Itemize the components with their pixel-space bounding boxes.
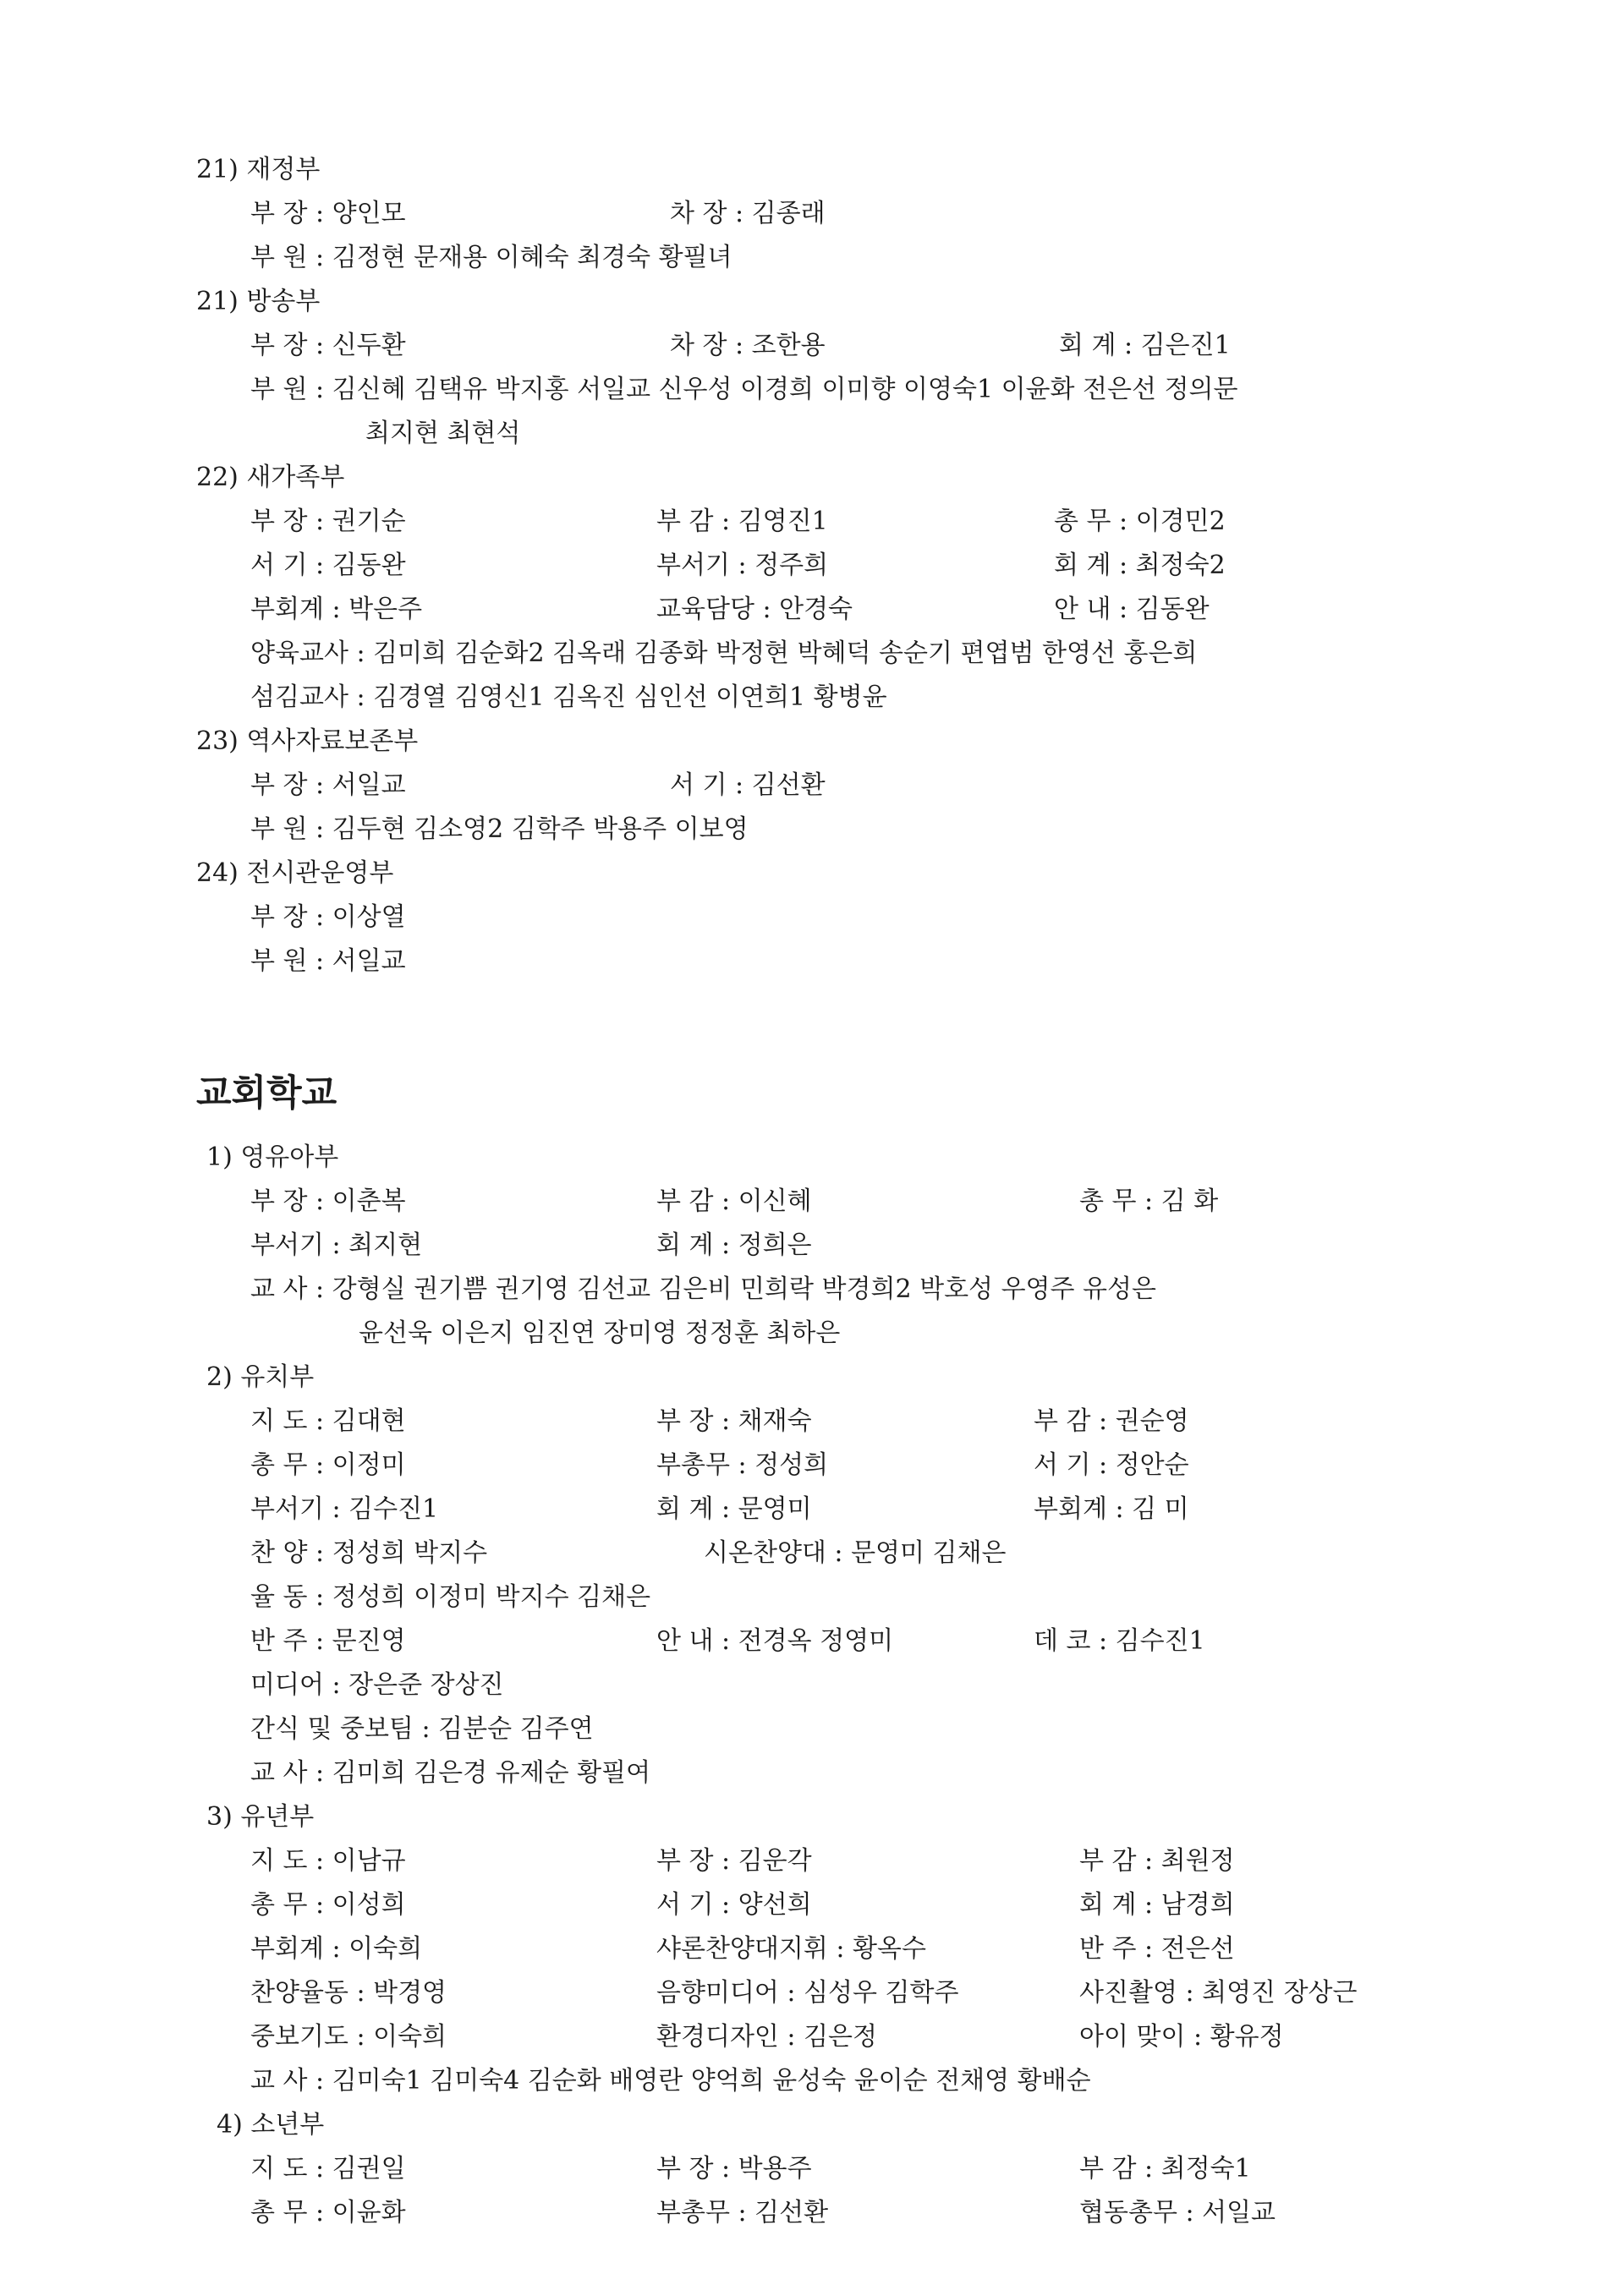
section-heading: 3) 유년부 — [206, 1802, 315, 1832]
entry: 회 계 : 최정숙2 — [1054, 551, 1226, 580]
entry: 교 사 : 김미희 김은경 유제순 황필여 — [250, 1758, 651, 1788]
entry: 부회계 : 박은주 — [250, 595, 423, 624]
entry: 부총무 : 김선환 — [656, 2198, 829, 2228]
entry: 부서기 : 김수진1 — [250, 1494, 439, 1524]
entry: 총 무 : 김 화 — [1079, 1186, 1219, 1216]
section-heading: 23) 역사자료보존부 — [196, 726, 419, 756]
entry: 부 감 : 최원정 — [1079, 1846, 1235, 1876]
entry: 아이 맞이 : 황유정 — [1079, 2022, 1284, 2052]
entry: 중보기도 : 이숙희 — [250, 2022, 447, 2052]
entry: 서 기 : 김동완 — [250, 551, 406, 580]
entry: 샤론찬양대지휘 : 황옥수 — [656, 1934, 926, 1964]
entry: 부 원 : 김두현 김소영2 김학주 박용주 이보영 — [250, 814, 749, 844]
entry: 부 원 : 김신혜 김택유 박지홍 서일교 신우성 이경희 이미향 이영숙1 이윤화 전은선 정의문 — [250, 375, 1238, 404]
entry: 회 계 : 김은진1 — [1059, 331, 1231, 360]
entry: 부 장 : 채재숙 — [656, 1406, 812, 1436]
entry: 부회계 : 이숙희 — [250, 1934, 423, 1964]
section-heading: 21) 방송부 — [196, 287, 321, 316]
entry: 부 감 : 최정숙1 — [1079, 2154, 1251, 2184]
entry: 안 내 : 전경옥 정영미 — [656, 1626, 894, 1656]
entry: 부 원 : 김정현 문재용 이혜숙 최경숙 황필녀 — [250, 243, 732, 272]
entry: 부 감 : 권순영 — [1034, 1406, 1189, 1436]
entry: 부 장 : 양인모 — [250, 199, 406, 228]
entry: 윤선욱 이은지 임진연 장미영 정정훈 최하은 — [359, 1318, 841, 1348]
entry: 지 도 : 이남규 — [250, 1846, 406, 1876]
entry: 부총무 : 정성희 — [656, 1450, 829, 1480]
entry: 부서기 : 최지현 — [250, 1230, 423, 1260]
entry: 서 기 : 김선환 — [670, 770, 826, 800]
entry: 총 무 : 이경민2 — [1054, 507, 1226, 536]
entry: 시온찬양대 : 문영미 김채은 — [704, 1538, 1007, 1568]
entry: 회 계 : 문영미 — [656, 1494, 812, 1524]
entry: 사진촬영 : 최영진 장상근 — [1079, 1978, 1358, 2008]
entry: 회 계 : 정희은 — [656, 1230, 812, 1260]
entry: 총 무 : 이윤화 — [250, 2198, 406, 2228]
entry: 협동총무 : 서일교 — [1079, 2198, 1276, 2228]
entry: 부 장 : 서일교 — [250, 770, 406, 800]
entry: 서 기 : 정안순 — [1034, 1450, 1189, 1480]
entry: 최지현 최현석 — [365, 419, 521, 448]
entry: 반 주 : 문진영 — [250, 1626, 406, 1656]
entry: 교 사 : 강형실 권기쁨 권기영 김선교 김은비 민희락 박경희2 박호성 우영주 유성은 — [250, 1274, 1156, 1304]
entry: 부 장 : 김운각 — [656, 1846, 812, 1876]
entry: 환경디자인 : 김은정 — [656, 2022, 878, 2052]
entry: 섬김교사 : 김경열 김영신1 김옥진 심인선 이연희1 황병윤 — [250, 682, 887, 712]
entry: 차 장 : 김종래 — [670, 199, 826, 228]
section-heading: 24) 전시관운영부 — [196, 858, 394, 888]
entry: 지 도 : 김권일 — [250, 2154, 406, 2184]
entry: 율 동 : 정성희 이정미 박지수 김채은 — [250, 1582, 651, 1612]
entry: 부 원 : 서일교 — [250, 946, 406, 976]
entry: 교육담당 : 안경숙 — [656, 595, 853, 624]
entry: 간식 및 중보팀 : 김분순 김주연 — [250, 1714, 594, 1744]
section-heading: 1) 영유아부 — [206, 1143, 339, 1172]
entry: 서 기 : 양선희 — [656, 1890, 812, 1920]
section-heading: 21) 재정부 — [196, 155, 321, 184]
entry: 안 내 : 김동완 — [1054, 595, 1210, 624]
entry: 부 감 : 김영진1 — [656, 507, 828, 536]
entry: 부서기 : 정주희 — [656, 551, 829, 580]
section-heading: 4) 소년부 — [217, 2110, 325, 2140]
entry: 차 장 : 조한용 — [670, 331, 826, 360]
entry: 지 도 : 김대현 — [250, 1406, 406, 1436]
section-heading: 2) 유치부 — [206, 1362, 315, 1392]
entry: 부 장 : 신두환 — [250, 331, 406, 360]
page-title: 교회학교 — [196, 1072, 337, 1115]
entry: 부 장 : 박용주 — [656, 2154, 812, 2184]
entry: 부 장 : 권기순 — [250, 507, 406, 536]
entry: 총 무 : 이정미 — [250, 1450, 406, 1480]
entry: 찬 양 : 정성희 박지수 — [250, 1538, 488, 1568]
entry: 부 장 : 이상열 — [250, 902, 406, 932]
section-heading: 22) 새가족부 — [196, 463, 345, 492]
entry: 회 계 : 남경희 — [1079, 1890, 1235, 1920]
entry: 양육교사 : 김미희 김순화2 김옥래 김종화 박정현 박혜덕 송순기 편엽범 한영선 홍은희 — [250, 638, 1198, 668]
entry: 찬양율동 : 박경영 — [250, 1978, 447, 2008]
entry: 부 감 : 이신혜 — [656, 1186, 812, 1216]
entry: 데 코 : 김수진1 — [1034, 1626, 1205, 1656]
entry: 미디어 : 장은준 장상진 — [250, 1670, 504, 1700]
entry: 부회계 : 김 미 — [1034, 1494, 1189, 1524]
entry: 반 주 : 전은선 — [1079, 1934, 1235, 1964]
entry: 음향미디어 : 심성우 김학주 — [656, 1978, 959, 2008]
entry: 부 장 : 이춘복 — [250, 1186, 406, 1216]
entry: 교 사 : 김미숙1 김미숙4 김순화 배영란 양억희 윤성숙 윤이순 전채영 황배순 — [250, 2066, 1091, 2096]
entry: 총 무 : 이성희 — [250, 1890, 406, 1920]
